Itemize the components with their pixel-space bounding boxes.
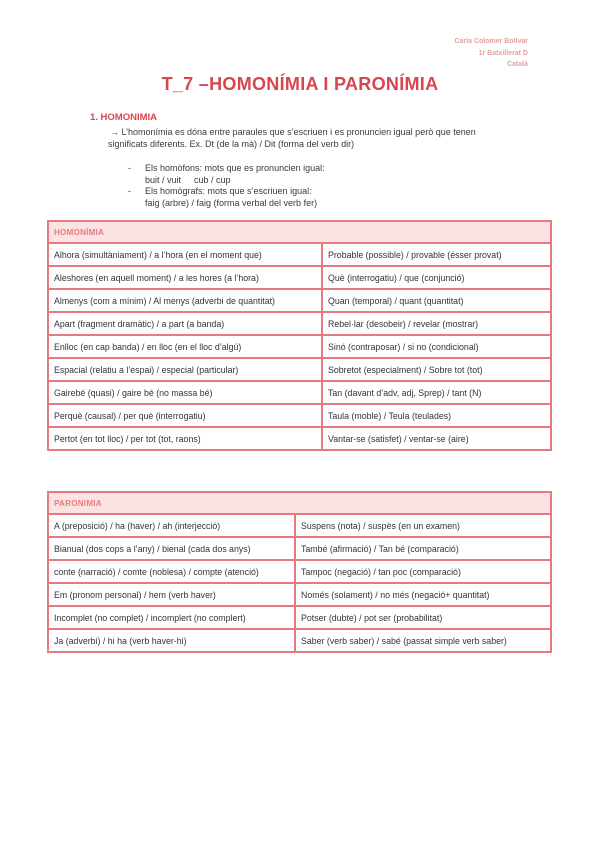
table-cell: Ja (adverbi) / hi ha (verb haver-hi) [48,629,295,652]
table-cell: Incomplet (no complet) / incomplert (no complert) [48,606,295,629]
table-cell: Vantar-se (satisfet) / ventar-se (aire) [322,427,551,450]
table-row [48,560,551,583]
table-cell: Perquè (causal) / per què (interrogatiu) [48,404,322,427]
bullet-label: Els homògrafs: mots que s’escriuen igual: [145,186,312,196]
table-cell: Probable (possible) / provable (ésser provat) [322,243,551,266]
table-row [48,629,551,652]
table-row [48,583,551,606]
document-header-meta [454,36,528,71]
table-row [48,537,551,560]
table-row [48,427,551,450]
table-row [48,381,551,404]
bullet-dash: - [128,186,131,196]
table-cell: Em (pronom personal) / hem (verb haver) [48,583,295,606]
table-row [48,266,551,289]
paronimia-table [47,491,552,653]
table-header-row [48,221,551,243]
intro-line: significats diferents. Ex. Dt (de la mà) / Dit (forma del verb dir) [108,139,355,149]
page-title: T_7 –HOMONÍMIA I PARONÍMIA [161,74,439,94]
table-cell: Gairebé (quasi) / gaire bé (no massa bé) [48,381,322,404]
table-header: HOMONÍMIA [48,221,551,243]
table-cell: Rebel·lar (desobeir) / revelar (mostrar) [322,312,551,335]
table-cell: Sinó (contraposar) / si no (condicional) [322,335,551,358]
subject-name: Català [506,61,528,68]
section-heading: 1. HOMONIMIA [90,112,158,123]
bullet-homofons [128,163,508,186]
table-cell: Alhora (simultàniament) / a l’hora (en el moment que) [48,243,322,266]
table-cell: Potser (dubte) / pot ser (probabilitat) [295,606,551,629]
author-name: Carla Colomer Bolívar [454,38,528,45]
bullet-list [128,163,508,209]
bullet-label: Els homòfons: mots que es pronuncien igual: [145,163,325,173]
table-row [48,606,551,629]
table-row [48,243,551,266]
table-cell: conte (narració) / comte (noblesa) / compte (atenció) [48,560,295,583]
table-header: PARONIMIA [48,492,551,514]
table-cell: Tampoc (negació) / tan poc (comparació) [295,560,551,583]
table-cell: Només (solament) / no més (negació+ quantitat) [295,583,551,606]
table-row [48,289,551,312]
table-cell: Bianual (dos cops a l’any) / bienal (cada dos anys) [48,537,295,560]
table-cell: Apart (fragment dramàtic) / a part (a banda) [48,312,322,335]
bullet-example [145,175,508,187]
bullet-homografs [128,186,508,209]
table-row [48,404,551,427]
table-cell: Aleshores (en aquell moment) / a les hores (a l’hora) [48,266,322,289]
intro-paragraph [110,126,530,150]
table-row [48,514,551,537]
table-cell: Què (interrogatiu) / que (conjunció) [322,266,551,289]
table-cell: Espacial (relatiu a l’espai) / especial (particular) [48,358,322,381]
bullet-dash: - [128,163,131,173]
bullet-example: faig (arbre) / faig (forma verbal del verb fer) [145,197,318,208]
example-b: cub / cup [194,174,231,185]
table-row [48,358,551,381]
table-cell: Almenys (com a mínim) / Al menys (adverbi de quantitat) [48,289,322,312]
table-cell: Sobretot (especialment) / Sobre tot (tot) [322,358,551,381]
table-cell: Tan (davant d’adv, adj, Sprep) / tant (N) [322,381,551,404]
table-cell: Pertot (en tot lloc) / per tot (tot, raons) [48,427,322,450]
homonimia-table [47,220,552,451]
table-row [48,312,551,335]
table-row [48,335,551,358]
table-cell: A (preposició) / ha (haver) / ah (interjecció) [48,514,295,537]
table-cell: Suspens (nota) / suspès (en un examen) [295,514,551,537]
table-cell: Saber (verb saber) / sabé (passat simple verb saber) [295,629,551,652]
course-name: 1r Batxillerat D [478,49,528,57]
table-cell: També (afirmació) / Tan bé (comparació) [295,537,551,560]
table-header-row [48,492,551,514]
table-cell: Taula (moble) / Teula (teulades) [322,404,551,427]
example-a: buit / vuit [145,174,182,185]
table-cell: Enlloc (en cap banda) / en lloc (en el lloc d’algú) [48,335,322,358]
table-cell: Quan (temporal) / quant (quantitat) [322,289,551,312]
intro-line: → L’homonímia es dóna entre paraules que s’escriuen i es pronuncien igual però que tenen [110,127,476,137]
